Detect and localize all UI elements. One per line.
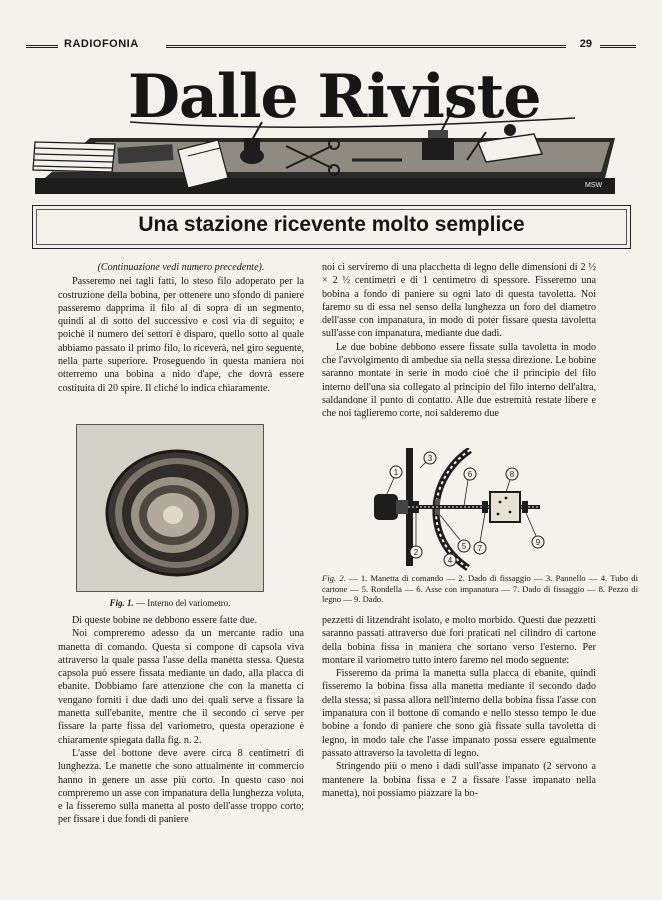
figure-2-diagram xyxy=(360,448,560,573)
left-column-top xyxy=(58,261,304,395)
callout-9: 9 xyxy=(535,538,541,547)
left-paragraph-4: L'asse del bottone deve avere circa 8 centimetri di lunghezza. Le manette che sono attualmente in commercio hanno in genere un asse più corto. In questo caso noi compreremo un asse con impanatura della lunghezza voluta, e la fisseremo sulla manetta al posto dell'asse troppo corto; per fissare i due fondi di paniere xyxy=(58,747,304,826)
right-paragraph-3: pezzetti di litzendraht isolato, e molto morbido. Questi due pezzetti saranno passati attraverso due fori praticati nel cilindro di cartone della bobina fissa in maniera che sortano verso l'esterno. Per montare il variometro tutto intero faremo nel modo seguente: xyxy=(322,615,596,666)
figure-2-label: Fig. 2. xyxy=(322,573,346,583)
callout-1: 1 xyxy=(393,468,399,477)
header-rule-middle xyxy=(166,45,566,48)
callout-5: 5 xyxy=(461,542,467,551)
figure-1-caption-text: — Interno del variometro. xyxy=(136,598,231,608)
right-paragraph-5: Stringendo più o meno i dadi sull'asse impanato (2 servono a mantenere la bobina fissa e 2 a fissare l'asse impanato nella manetta), noi possiamo piazzare la bo- xyxy=(322,761,596,799)
publication-name: RADIOFONIA xyxy=(64,38,139,50)
left-column-bottom xyxy=(58,614,304,827)
callout-4: 4 xyxy=(447,556,453,565)
right-paragraph-1: noi ci serviremo di una placchetta di legno delle dimensioni di 2 ½ × 2 ½ centimetri e di 1 centimetro di spessore. Fisseremo una bobina a fondo di paniere su ogni lato di questa tavoletta. Noi faremo su di essa nel senso della lunghezza un foro del diametro dell'asse con impanatura, in modo di poter fissare questa tavoletta sull'asse con impanatura, mediante due dadi. xyxy=(322,262,596,340)
section-masthead xyxy=(30,60,630,195)
article-title: Una stazione ricevente molto semplice xyxy=(138,213,525,236)
right-paragraph-4: Fisseremo da prima la manetta sulla placca di ebanite, quindi fisseremo la bobina fissa alla manetta mediante il secondo dado della stessa; si passa allora nell'interno della bobina fissa l'asse con impanatura con il bottone di comando e nello stesso tempo le due bobine a fondo di paniere che sono già fissate sulla tavoletta di legno, in modo tale che l'asse impanato possa essere egualmente passato attraverso la tavoletta di legno. xyxy=(322,668,596,759)
running-header xyxy=(26,38,636,54)
figure-1-label: Fig. 1. xyxy=(109,598,134,608)
left-paragraph-3: Noi compreremo adesso da un mercante radio una manetta di comando. Questa si compone di capsola viva attraverso la quale passa l'asse della manetta stessa. Questa capsola può essere fissata mediante un dado, alla placca di ebanite. Dobbiamo fare attenzione che con la manetta ci vengano forniti i due dadi uno dei quali serve a fissare la manetta sull'ebanite, mentre che il secondo ci serve per fissare la parte fissa del variometro, questa operazione è chiaramente spiegata dalla fig. n. 2. xyxy=(58,628,304,746)
left-paragraph-2: Di queste bobine ne debbono essere fatte due. xyxy=(72,615,257,626)
figure-2-caption xyxy=(322,573,638,605)
header-rule-left xyxy=(26,45,58,48)
figure-1-photo xyxy=(76,424,264,592)
callout-3: 3 xyxy=(427,454,433,463)
callout-8: 8 xyxy=(509,470,515,479)
callout-6: 6 xyxy=(467,470,473,479)
header-rule-right xyxy=(600,45,636,48)
right-column-bottom xyxy=(322,614,596,800)
figure-1-caption xyxy=(60,598,280,608)
callout-2: 2 xyxy=(413,548,419,557)
illustrator-signature: MSW xyxy=(585,182,603,189)
left-paragraph-1: Passeremo nei tagli fatti, lo steso filo adoperato per la costruzione della bobina, per ottenere uno sfondo di paniere passeremo dapprima il filo al di sopra di un segmento, quindi al di sotto del successivo e così via di seguito; e poichè il numero dei settori è disparo, quello sotto al quale abbiamo passato il primo filo, lo riceverà, nel giro seguente, nella parte superiore. Proseguendo in questa maniera noi otterremo una bobina a nido d'ape, che dovrà essere costituita di 20 spire. Il cliché lo indica chiaramente. xyxy=(58,276,304,394)
callout-7: 7 xyxy=(477,544,483,553)
article-title-box xyxy=(32,205,631,249)
right-column-top xyxy=(322,261,596,421)
variometer-photo-drawing xyxy=(77,425,263,591)
page-number: 29 xyxy=(579,38,592,50)
right-paragraph-2: Le due bobine debbono essere fissate sulla tavoletta in modo che l'avvolgimento di ambedue sia nella stessa direzione. Le bobine saranno montate in serie in modo cioè che il principio del filo interno dell'una sia collegato al principio del filo interno dell'altra, saldandone il punto di contatto. Alle due estremità restate libere e che noi taglieremo corte, noi salderemo due xyxy=(322,341,596,420)
figure-2-caption-text: — 1. Manetta di comando — 2. Dado di fissaggio — 3. Pannello — 4. Tubo di cartone — 5. Rondella — 6. Asse con impanatura — 7. Dado di fissaggio — 8. Pezzo di legno — 9. Dado. xyxy=(322,573,638,604)
continuation-note: (Continuazione vedi numero precedente). xyxy=(97,262,265,273)
masthead-title: Dalle Riviste xyxy=(128,62,541,132)
